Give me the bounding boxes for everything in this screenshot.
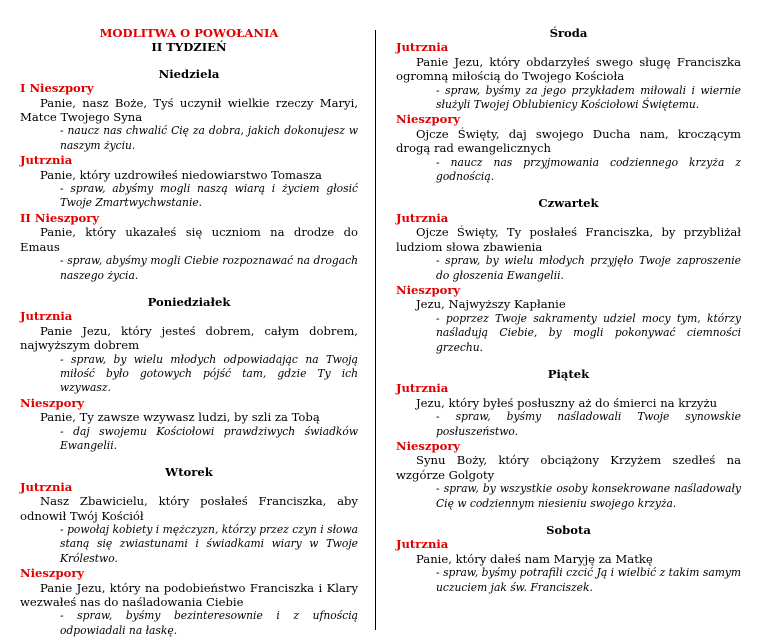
day-heading: Czwartek	[538, 196, 599, 211]
left-column	[20, 26, 358, 638]
petition-text: - spraw, by wielu młodych przyjęło Twoje zaproszenie do głoszenia Ewangelii.	[436, 254, 741, 282]
prayer-section	[20, 81, 358, 153]
prayer-section	[396, 439, 741, 511]
document-title: MODLITWA O POWOŁANIA	[99, 26, 279, 40]
petition-text: - spraw, abyśmy mogli naszą wiarą i życiem głosić Twoje Zmartwychwstanie.	[60, 182, 358, 210]
day-heading: Wtorek	[165, 465, 213, 480]
invocation-text: Jezu, który byłeś posłuszny aż do śmierci na krzyżu	[416, 395, 718, 410]
invocation-text: Panie Jezu, który obdarzyłeś swego sługę Franciszka ogromną miłością do Twojego Kościoła	[396, 54, 741, 84]
prayer-section	[20, 566, 358, 638]
hour-heading: Jutrznia	[20, 479, 73, 494]
petition-text: - poprzez Twoje sakramenty udziel mocy tym, którzy naśladują Ciebie, by mogli pokonywać ciemności grzechu.	[436, 311, 741, 354]
petition-text: - powołaj kobiety i mężczyzn, którzy przez czyn i słowa staną się zwiastunami i świadkami wiary w Twoje Królestwo.	[60, 523, 358, 565]
day-heading: Sobota	[546, 523, 591, 537]
prayer-section	[396, 40, 741, 112]
day-heading: Poniedziałek	[147, 294, 231, 309]
invocation-text: Jezu, Najwyższy Kapłanie	[416, 297, 566, 312]
petition-text: - spraw, byśmy potrafili czcić Ją i wielbić z takim samym uczuciem jak św. Franciszek.	[436, 566, 741, 594]
petition-text: - naucz nas przyjmowania codziennego krzyża z godnością.	[436, 155, 741, 184]
hour-heading: Jutrznia	[396, 40, 449, 55]
invocation-text: Ojcze Święty, daj swojego Ducha nam, kroczącym drogą rad ewangelicznych	[396, 126, 741, 156]
hour-heading: II Nieszpory	[20, 210, 100, 225]
hour-heading: Nieszpory	[396, 438, 461, 453]
petition-text: - spraw, byśmy za jego przykładem miłowali i wiernie służyli Twojej Oblubienicy Kościołowi Świętemu.	[436, 83, 741, 112]
left-days	[20, 67, 358, 638]
invocation-text: Panie, który dałeś nam Maryję za Matkę	[416, 551, 653, 566]
right-column	[396, 26, 741, 595]
petition-text: - spraw, byśmy bezinteresownie i z ufnością odpowiadali na łaskę.	[60, 609, 358, 637]
hour-heading: Jutrznia	[396, 537, 449, 552]
day-heading: Piątek	[547, 366, 590, 381]
invocation-text: Panie Jezu, który na podobieństwo Franciszka i Klary wezwałeś nas do naśladowania Ciebie	[20, 580, 358, 610]
prayer-section	[20, 211, 358, 283]
invocation-text: Ojcze Święty, Ty posłałeś Franciszka, by przybliżał ludziom słowa zbawienia	[396, 225, 741, 254]
petition-text: - spraw, abyśmy mogli Ciebie rozpoznawać na drogach naszego życia.	[60, 254, 358, 282]
prayer-section	[20, 309, 358, 395]
prayer-section	[20, 153, 358, 211]
prayer-section	[396, 381, 741, 439]
prayer-section	[20, 396, 358, 454]
hour-heading: Nieszpory	[20, 395, 85, 410]
invocation-text: Panie, który uzdrowiłeś niedowiarstwo Tomasza	[40, 167, 322, 182]
hour-heading: Nieszpory	[396, 282, 461, 297]
prayer-section	[396, 112, 741, 184]
invocation-text: Panie Jezu, który jesteś dobrem, całym dobrem, najwyższym dobrem	[20, 323, 358, 353]
invocation-text: Panie, nasz Boże, Tyś uczynił wielkie rzeczy Maryi, Matce Twojego Syna	[20, 95, 358, 125]
hour-heading: Jutrznia	[396, 381, 449, 396]
hour-heading: Nieszpory	[20, 566, 85, 581]
petition-text: - spraw, byśmy naśladowali Twoje synowskie posłuszeństwo.	[436, 410, 741, 438]
petition-text: - spraw, by wielu młodych odpowiadając na Twoją miłość było gotowych pójść tam, gdzie Ty ich wzywasz.	[60, 352, 358, 395]
invocation-text: Panie, który ukazałeś się uczniom na drodze do Emaus	[20, 225, 358, 254]
document-subtitle: II TYDZIEŃ	[151, 40, 227, 55]
hour-heading: I Nieszpory	[20, 81, 94, 96]
right-days	[396, 26, 741, 595]
invocation-text: Panie, Ty zawsze wzywasz ludzi, by szli za Tobą	[40, 410, 320, 425]
petition-text: - spraw, by wszystkie osoby konsekrowane naśladowały Cię w codziennym niesieniu swojego krzyża.	[436, 482, 741, 510]
petition-text: - daj swojemu Kościołowi prawdziwych świadków Ewangelii.	[60, 424, 358, 452]
petition-text: - naucz nas chwalić Cię za dobra, jakich dokonujesz w naszym życiu.	[60, 124, 358, 152]
hour-heading: Jutrznia	[396, 210, 449, 225]
hour-heading: Jutrznia	[20, 153, 73, 168]
prayer-section	[396, 211, 741, 283]
invocation-text: Synu Boży, który obciążony Krzyżem szedłeś na wzgórze Golgoty	[396, 453, 741, 482]
hour-heading: Jutrznia	[20, 309, 73, 324]
prayer-section	[20, 480, 358, 566]
hour-heading: Nieszpory	[396, 112, 461, 127]
column-divider	[375, 30, 376, 630]
invocation-text: Nasz Zbawicielu, który posłałeś Franciszka, aby odnowił Twój Kościół	[20, 494, 358, 523]
day-heading: Niedziela	[158, 66, 220, 81]
prayer-section	[396, 537, 741, 595]
day-heading: Środa	[549, 26, 588, 40]
prayer-section	[396, 283, 741, 355]
